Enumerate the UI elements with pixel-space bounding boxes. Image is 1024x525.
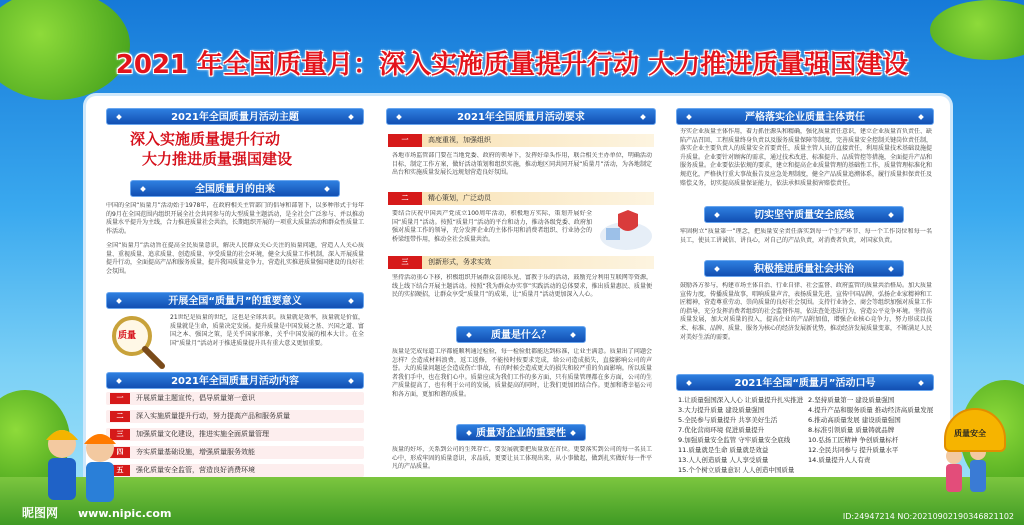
slogan-2: 2.坚持质量第一 建设质量强国 xyxy=(808,396,895,404)
req-2-title: 精心策划，广泛动员 xyxy=(428,194,491,202)
helmet-label: 质量安全 xyxy=(954,429,986,438)
poster-headline: 2021 年全国质量月：深入实施质量提升行动 大力推进质量强国建设 xyxy=(115,50,909,80)
co-governance-paragraph: 鼓励各方参与，构建市场主体自治、行业自律、社会监督、政府监管的质量共治格局。加大质量宣传力度，传播质量故事，唱响质量声音，表扬质量先进，宣传中国品牌，弘扬企业家精神和工匠精神，营造尊重劳动、崇尚质量的良好社会氛围。支持行业协会、商会等组织加强对质量工作的指导，充分发挥消费者组织的社会监督作用，依法查处违法行为，营造公平竞争环境。坚持高质量发展，加大对质量的投入，提高企业的产品附加值，增强企业核心竞争力，努力形成以技术、标准、品牌、质量、服务为核心的经济发展新优势，推动经济发展质量变革，不断满足人民对美好生活的需要。 xyxy=(680,282,932,341)
theme-line-2: 大力推进质量强国建设 xyxy=(142,150,293,168)
req-1-title: 高度重视，加强组织 xyxy=(428,136,491,144)
workers-illustration-icon xyxy=(40,418,124,510)
req-3-title: 创新形式，务求实效 xyxy=(428,258,491,266)
req-1-tag: 一 xyxy=(388,134,422,147)
content-item-2: 二 深入实施质量提升行动，努力提高产品和服务质量 xyxy=(110,410,290,423)
slogan-6: 6.推动高质量发展 建设质量强国 xyxy=(808,416,901,424)
watermark-id: ID:24947214 NO:20210902190346821102 xyxy=(842,512,1014,521)
enterprise-importance-paragraph: 质量的好坏，关系到公司的生死存亡。要发展就要把质量放在首位。更要落实到公司的每一名员工心中，形成牢固的质量意识，求品质，更要让员工体现出来，从小事做起，做到扎实做好每一件平凡的产品质量。 xyxy=(392,446,652,471)
requirements-header: 2021年全国质量月活动要求 xyxy=(386,108,656,125)
co-governance-header: 积极推进质量社会共治 xyxy=(704,260,904,277)
req-1-text: 各地市场监管部门要在当地党委、政府的领导下，发挥好牵头作用，联合相关主办单位，明确活动目标，制定工作方案，做好活动策划和组织实施，推动地区同共同开展“质量月”活动，为各地制定出台和实施质量发展长远规划营造良好氛围。 xyxy=(392,152,652,177)
watermark-logo: 昵图网 xyxy=(22,506,59,520)
origin-paragraph-2: 全国“质量月”活动旨在提高全民质量意识，解决人民群众关心关注的质量问题，营造人人关心质量、重视质量、追求质量、创造质量、享受质量的社会环境，健全大质量工作机制，深入开展质量提升行动，全面提高产品和服务质量，提升我国质量竞争力，营造扎实推进质量强国建设的良好社会氛围。 xyxy=(106,242,364,275)
what-is-quality-paragraph: 质量是完成每道工序都能顺利通过检验，每一检验批都能达到标准，让业主满意。质量出了问题会怎样？会造成材料浪费，返工返修，不能按时按要求完成，给公司造成损失，直接影响公司的声誉。大的质量问题还会造成伤亡事故，有的时候会造成更大的损失和较严重的负面影响。所以质量者我们手中，也在我们心中。质量应成为我们工作的多方面，只有质量管理都在多方面，公司的生产质量提高了，也有利于公司的发展，质量提高的同时，让我们更加团结合作。更加和谐幸福公司和各方面，更加和谐的质量。 xyxy=(392,348,652,398)
slogan-8: 8.标准引领质量 质量铸就品牌 xyxy=(808,426,895,434)
slogan-5: 5.全民参与质量提升 共享美好生活 xyxy=(678,416,778,424)
quality-badge: 质量 xyxy=(118,331,137,341)
slogan-1: 1.让质量强国深入人心 让质量提升扎实推进 xyxy=(678,396,804,404)
content-item-5: 五 强化质量安全监管，营造良好消费环境 xyxy=(110,464,255,477)
meaning-header: 开展全国“质量月”的重要意义 xyxy=(106,292,364,309)
origin-header: 全国质量月的由来 xyxy=(130,180,340,197)
theme-header: 2021年全国质量月活动主题 xyxy=(106,108,364,125)
slogan-7: 7.优化营商环境 促进质量提升 xyxy=(678,426,765,434)
what-is-quality-header: 质量是什么？ xyxy=(456,326,586,343)
slogan-4: 4.提升产品和服务质量 推动经济高质量发展 xyxy=(808,406,934,414)
responsibility-header: 严格落实企业质量主体责任 xyxy=(676,108,934,125)
slogan-9: 9.加强质量安全监管 守牢质量安全底线 xyxy=(678,436,791,444)
meaning-paragraph: 21世纪是质量的世纪，这也是全球共识。质量就是效率，质量就是价值，质量就是生命，质量决定发展。提升质量是中国发展之基、兴国之道、富国之本、强国之策，是关乎国家形象，关乎中国发展的根本大计。在全国“质量月”活动对于推进质量提升具有重大意义更加重要。 xyxy=(170,314,364,347)
content-item-4: 四 夯实质量基础设施，增强质量服务效能 xyxy=(110,446,255,459)
magnifier-icon xyxy=(108,312,166,370)
req-2-tag: 二 xyxy=(388,192,422,205)
enterprise-importance-header: 质量对企业的重要性 xyxy=(456,424,586,441)
content-header: 2021年全国质量月活动内容 xyxy=(106,372,364,389)
slogan-3: 3.大力提升质量 建设质量强国 xyxy=(678,406,765,414)
slogan-10: 10.弘扬工匠精神 争创质量标杆 xyxy=(808,436,899,444)
req-3-tag: 三 xyxy=(388,256,422,269)
req-3-text: 坚持活动重心下移，积极组织开展群众喜闻乐见、富教于乐的活动，鼓励充分利用互联网等资源，线上线下结合开展主题活动。按照“我为群众办实事”实践活动的总体要求，推出质量惠民、质量便民的实招硬招，让群众享受“质量月”的成果，让“质量月”活动更加深入人心。 xyxy=(392,274,652,299)
responsibility-paragraph: 夯实企业质量主体作用，着力抓住源头和精确，强化质量责任意识，建立企业质量首负责任、缺陷产品召回、工程质量终身负责以及服务质量保障等制度，完善质量安全控制关键岗位责任制，落实企业主要负责人的质量安全首要责任，质量主管人员的直接责任，利用质量技术基础设施提升质量。企业要针对顾客的需求，通过技术改进、标准提升、品质管控等措施，全面提升产品和服务质量。企业要依法依规的要求，建立和提高企业质量管理的基础性工作，质量管理标准化和规范化，严格执行重大事故报告及应急处理制度，健全产品质量追溯体系，履行质量担保责任及赔偿义务，切实提高质量保证能力，依法承担质量损害赔偿责任。 xyxy=(680,128,932,187)
slogans-header: 2021年全国“质量月”活动口号 xyxy=(676,374,934,391)
slogan-15: 15.个个树立质量意识 人人创造中国质量 xyxy=(678,466,795,474)
slogan-12: 12.全民共同参与 提升质量水平 xyxy=(808,446,899,454)
content-item-1: 一 开展质量主题宣传，倡导质量第一意识 xyxy=(110,392,255,405)
slogan-11: 11.质量就是生命 质量就是效益 xyxy=(678,446,769,454)
origin-paragraph-1: 中国的全国“质量月”活动始于1978年，在政府相关主管部门的倡导和部署下，以多种形式于每年的9月在全国范围内组织开展全社会共同参与的大型质量主题活动，是全社会广泛参与、并以推动质量水平提升为主线，合力推进质量社会共治，长期组织开展的一项重大质量活动和群众性质量工作活动。 xyxy=(106,202,364,235)
watermark-url: www.nipic.com xyxy=(78,507,172,520)
slogan-14: 14.质量提升人人有责 xyxy=(808,456,871,464)
content-item-3: 三 加强质量文化建设，推进实施全面质量管理 xyxy=(110,428,269,441)
theme-line-1: 深入实施质量提升行动 xyxy=(130,130,281,148)
protection-illustration-icon xyxy=(598,206,654,252)
safety-line-header: 切实坚守质量安全底线 xyxy=(704,206,904,223)
req-2-text: 要结合庆祝中国共产党成立100周年活动，积极地方实际，策划开展好全国“质量月”活动。按照“质量月”活动的平台和动力，推动各级党委、政府加强对质量工作的领导，充分发挥企业的主体作用和消费者组织、行业协会的桥梁纽带作用，推动全社会质量共治。 xyxy=(392,210,592,243)
slogan-13: 13.人人创造质量 人人享受质量 xyxy=(678,456,769,464)
safety-line-paragraph: 牢固树立“质量第一”理念，把质量安全责任落实到每一个生产环节、每一个工作岗位和每一名员工，使员工讲诚信、讲良心，对自己的产品负责，对消费者负责，对国家负责。 xyxy=(680,228,932,244)
